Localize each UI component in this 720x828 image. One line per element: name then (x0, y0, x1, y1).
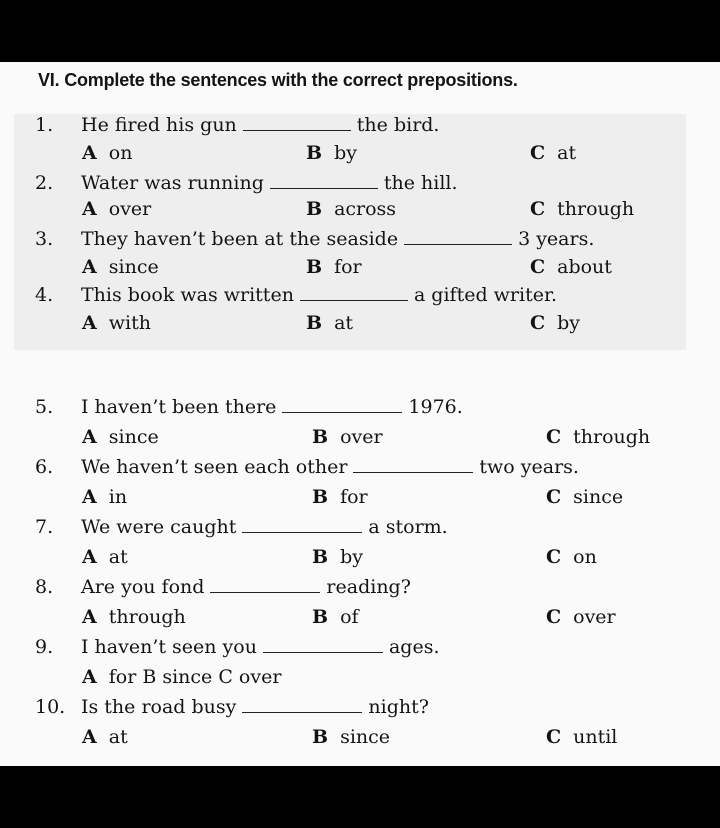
worksheet-page (0, 62, 720, 766)
question-row (0, 456, 720, 486)
option-letter: C (530, 198, 546, 220)
option-letter: B (312, 726, 329, 748)
option-text: for (334, 256, 362, 278)
question-number: 2. (35, 172, 54, 194)
stem-before-blank: Is the road busy (81, 696, 237, 718)
option-letter: A (82, 426, 97, 448)
question-row (0, 396, 720, 426)
question-number: 5. (35, 396, 54, 418)
option-text: through (573, 426, 651, 448)
answer-blank[interactable] (263, 636, 383, 653)
option-text: on (108, 142, 133, 164)
option-a[interactable] (82, 142, 132, 164)
option-c[interactable] (546, 726, 617, 748)
option-letter: B (312, 606, 329, 628)
answer-blank[interactable] (404, 228, 512, 245)
options-row (0, 198, 720, 228)
option-text: in (108, 486, 128, 508)
option-text: until (573, 726, 618, 748)
stem-after-blank: the hill. (383, 172, 458, 194)
question-row (0, 576, 720, 606)
options-row (0, 606, 720, 636)
option-text: through (557, 198, 635, 220)
answer-blank[interactable] (270, 172, 378, 189)
option-c[interactable] (530, 198, 634, 220)
option-letter: C (546, 606, 562, 628)
stem-before-blank: He fired his gun (81, 114, 237, 136)
option-c[interactable] (546, 546, 597, 568)
answer-blank[interactable] (353, 456, 473, 473)
option-b[interactable] (306, 312, 353, 334)
option-b[interactable] (312, 726, 390, 748)
options-row (0, 142, 720, 172)
option-letter: B (306, 198, 323, 220)
option-letter: A (82, 312, 97, 334)
exercise-heading: VI. Complete the sentences with the correct prepositions. (38, 70, 518, 90)
option-letter: B (312, 546, 329, 568)
option-letter: C (530, 312, 546, 334)
option-b[interactable] (306, 142, 357, 164)
question-row (0, 516, 720, 546)
question-stem (81, 172, 458, 194)
question-row (0, 636, 720, 666)
option-c[interactable] (530, 312, 580, 334)
option-a[interactable] (82, 426, 159, 448)
stem-after-blank: the bird. (356, 114, 440, 136)
option-text: since (340, 726, 391, 748)
option-a[interactable] (82, 256, 159, 278)
option-letter: B (306, 256, 323, 278)
option-text: of (340, 606, 359, 628)
option-b[interactable] (312, 606, 359, 628)
question-stem (81, 228, 594, 250)
options-row (0, 426, 720, 456)
option-b[interactable] (306, 198, 396, 220)
option-text: since (108, 256, 159, 278)
option-letter: B (312, 426, 329, 448)
option-letter: B (306, 312, 323, 334)
stem-after-blank: 1976. (408, 396, 463, 418)
question-number: 6. (35, 456, 54, 478)
option-letter: C (546, 726, 562, 748)
option-letter: C (546, 546, 562, 568)
stem-after-blank: reading? (326, 576, 411, 598)
option-letter: C (546, 486, 562, 508)
option-b[interactable] (312, 426, 383, 448)
options-row (0, 486, 720, 516)
option-letter: A (82, 256, 97, 278)
question-number: 1. (35, 114, 54, 136)
question-number: 9. (35, 636, 54, 658)
option-text: over (573, 606, 616, 628)
option-text: since (108, 426, 159, 448)
option-text: with (108, 312, 151, 334)
option-letter: C (546, 426, 562, 448)
question-stem (81, 456, 579, 478)
option-c[interactable] (530, 256, 612, 278)
option-letter: A (82, 546, 97, 568)
option-a[interactable] (82, 198, 151, 220)
stem-after-blank: ages. (388, 636, 440, 658)
option-letter: B (312, 486, 329, 508)
stem-after-blank: a storm. (368, 516, 448, 538)
question-row (0, 696, 720, 726)
options-row (0, 256, 720, 286)
answer-blank[interactable] (300, 284, 408, 301)
option-b[interactable] (312, 546, 363, 568)
option-text: across (334, 198, 397, 220)
option-c[interactable] (546, 486, 623, 508)
option-a[interactable] (82, 312, 151, 334)
option-text: for B since C over (108, 666, 282, 688)
option-text: on (573, 546, 597, 568)
question-number: 8. (35, 576, 54, 598)
question-row (0, 114, 720, 144)
question-stem (81, 114, 439, 136)
option-letter: C (530, 256, 546, 278)
option-text: at (334, 312, 354, 334)
question-stem (81, 636, 440, 658)
stem-after-blank: a gifted writer. (413, 284, 557, 306)
stem-after-blank: 3 years. (518, 228, 595, 250)
question-stem (81, 284, 557, 306)
stem-before-blank: I haven’t seen you (81, 636, 257, 658)
option-a[interactable] (82, 486, 127, 508)
question-row (0, 228, 720, 258)
option-text: over (340, 426, 383, 448)
stem-after-blank: two years. (479, 456, 579, 478)
answer-blank[interactable] (242, 516, 362, 533)
question-stem (81, 516, 448, 538)
question-number: 4. (35, 284, 54, 306)
question-stem (81, 696, 429, 718)
answer-blank[interactable] (210, 576, 320, 593)
question-row (0, 284, 720, 314)
question-number: 7. (35, 516, 54, 538)
stem-before-blank: Water was running (81, 172, 264, 194)
stem-before-blank: They haven’t been at the seaside (81, 228, 399, 250)
option-text: by (334, 142, 357, 164)
option-a[interactable] (82, 546, 128, 568)
stem-before-blank: This book was written (81, 284, 294, 306)
answer-blank[interactable] (242, 696, 362, 713)
option-a[interactable] (82, 606, 186, 628)
options-row (0, 666, 720, 696)
option-c[interactable] (546, 606, 616, 628)
option-letter: A (82, 198, 97, 220)
option-letter: A (82, 666, 97, 688)
option-text: for (340, 486, 368, 508)
option-text: by (557, 312, 581, 334)
options-inline[interactable] (82, 666, 281, 688)
question-stem (81, 576, 411, 598)
option-text: at (108, 546, 128, 568)
options-row (0, 546, 720, 576)
option-text: at (108, 726, 128, 748)
option-letter: A (82, 142, 97, 164)
option-text: since (573, 486, 624, 508)
option-letter: C (530, 142, 546, 164)
option-letter: A (82, 486, 97, 508)
option-text: about (557, 256, 612, 278)
option-text: at (557, 142, 577, 164)
options-row (0, 312, 720, 342)
option-c[interactable] (546, 426, 650, 448)
question-stem (81, 396, 463, 418)
question-number: 3. (35, 228, 54, 250)
option-a[interactable] (82, 726, 128, 748)
option-c[interactable] (530, 142, 576, 164)
answer-blank[interactable] (243, 114, 351, 131)
stem-after-blank: night? (368, 696, 429, 718)
option-b[interactable] (312, 486, 368, 508)
option-text: through (108, 606, 186, 628)
answer-blank[interactable] (282, 396, 402, 413)
option-letter: B (306, 142, 323, 164)
stem-before-blank: We were caught (81, 516, 237, 538)
option-b[interactable] (306, 256, 362, 278)
stem-before-blank: Are you fond (81, 576, 205, 598)
options-row (0, 726, 720, 756)
question-number: 10. (35, 696, 66, 718)
stem-before-blank: We haven’t seen each other (81, 456, 348, 478)
option-letter: A (82, 606, 97, 628)
option-text: by (340, 546, 363, 568)
option-text: over (108, 198, 152, 220)
stem-before-blank: I haven’t been there (81, 396, 277, 418)
option-letter: A (82, 726, 97, 748)
